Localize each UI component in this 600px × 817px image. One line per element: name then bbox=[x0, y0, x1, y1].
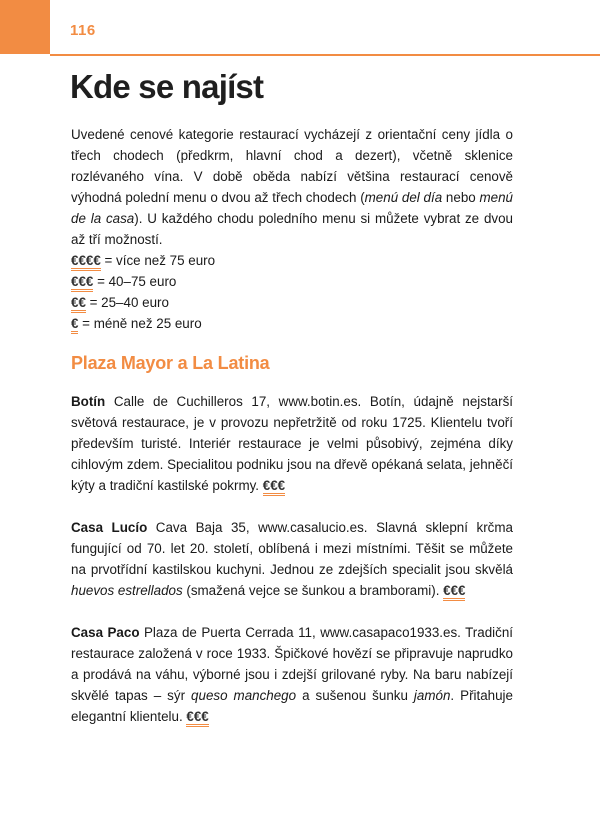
page-title: Kde se najíst bbox=[70, 68, 264, 105]
restaurant-italic: huevos estrellados bbox=[71, 583, 183, 598]
section-title: Plaza Mayor a La Latina bbox=[71, 353, 270, 373]
intro-text: ). U každého chodu poledního menu si můžete vybrat ze dvou až tří možností. bbox=[71, 211, 513, 247]
restaurant-text: Plaza de Puerta Cerrada 11, www.casapaco1933.es. Tradiční restaurace založená v roce 1933. Špičkové hovězí se připravuje naprudko a prodává na váhu, výborné jsou i zdejší grilované ryby. Na baru nabízejí skvělé tapas – sýr bbox=[71, 625, 513, 703]
restaurant-name: Casa Paco bbox=[71, 625, 140, 640]
header-rule bbox=[50, 54, 600, 56]
restaurant-text: Cava Baja 35, www.casalucio.es. Slavná sklepní krčma fungující od 70. let 20. století, oblíbená i mezi místními. Těšit se můžete na prvotřídní kastilskou kuchyni. Jednou ze zdejších specialit jsou skvělá bbox=[71, 520, 513, 577]
intro-italic: menú del día bbox=[364, 190, 443, 205]
restaurant-italic: queso manchego bbox=[191, 688, 297, 703]
price-description: = méně než 25 euro bbox=[78, 316, 202, 331]
restaurant-entry-casa-paco bbox=[71, 622, 513, 727]
price-symbol: €€€ bbox=[263, 478, 285, 496]
price-level bbox=[71, 292, 513, 313]
page-content bbox=[71, 124, 513, 748]
corner-tab bbox=[0, 0, 50, 54]
restaurant-text: . Přitahuje elegantní klientelu. bbox=[71, 688, 513, 724]
price-symbol: € bbox=[71, 316, 78, 334]
price-symbol: €€€ bbox=[71, 274, 93, 292]
page-number: 116 bbox=[70, 22, 96, 39]
price-symbol: €€€ bbox=[443, 583, 465, 601]
restaurant-text: Calle de Cuchilleros 17, www.botin.es. Botín, údajně nejstarší světová restaurace, je v provozu nepřetržitě od roku 1725. Klientelu tvoří především turisté. Interiér restaurace je velmi působivý, zejména díky cihlovým zdem. Specialitou podniku jsou na dřevě opékaná selata, jehněčí kýty a tradiční kastilské pokrmy. bbox=[71, 394, 513, 493]
price-description: = 40–75 euro bbox=[93, 274, 177, 289]
restaurant-name: Botín bbox=[71, 394, 106, 409]
price-symbol: €€€ bbox=[186, 709, 208, 727]
price-legend bbox=[71, 250, 513, 334]
restaurant-name: Casa Lucío bbox=[71, 520, 148, 535]
intro-paragraph bbox=[71, 124, 513, 250]
restaurant-text: (smažená vejce se šunkou a bramborami). bbox=[182, 583, 444, 598]
price-level bbox=[71, 271, 513, 292]
restaurant-entry-casa-lucio bbox=[71, 517, 513, 601]
price-description: = 25–40 euro bbox=[85, 295, 169, 310]
restaurant-entry-botin bbox=[71, 391, 513, 496]
restaurant-italic: jamón bbox=[413, 688, 451, 703]
price-description: = více než 75 euro bbox=[100, 253, 216, 268]
price-symbol: €€ bbox=[71, 295, 86, 313]
restaurant-text: a sušenou šunku bbox=[296, 688, 414, 703]
price-level bbox=[71, 313, 513, 334]
intro-text: nebo bbox=[442, 190, 480, 205]
price-symbol: €€€€ bbox=[71, 253, 101, 271]
intro-text: Uvedené cenové kategorie restaurací vycházejí z orientační ceny jídla o třech chodech (předkrm, hlavní chod a dezert), včetně sklenice rozlévaného vína. V době oběda nabízí většina restaurací cenově výhodná polední menu o dvou až třech chodech ( bbox=[71, 127, 513, 205]
price-level bbox=[71, 250, 513, 271]
intro-italic: menú de la casa bbox=[71, 190, 513, 226]
